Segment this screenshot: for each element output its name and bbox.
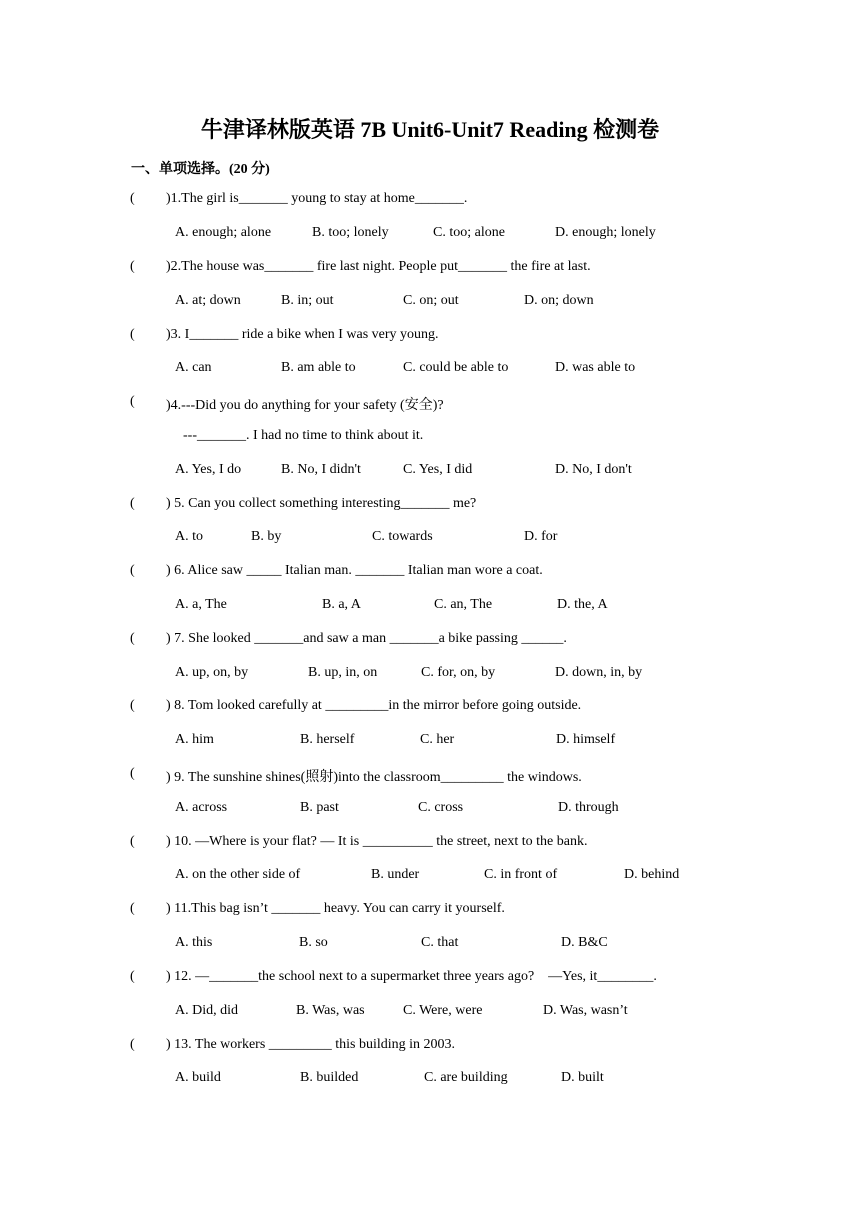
- options-row: [0, 293, 860, 313]
- options-row: [0, 225, 860, 245]
- option-d: D. enough; lonely: [555, 225, 656, 240]
- option-b: B. am able to: [281, 360, 356, 375]
- question-row: [0, 327, 860, 347]
- option-c: C. too; alone: [433, 225, 505, 240]
- answer-blank-paren: (: [130, 698, 135, 713]
- question-text: )3. I_______ ride a bike when I was very young.: [166, 327, 439, 342]
- answer-blank-paren: (: [130, 394, 135, 409]
- option-b: B. up, in, on: [308, 665, 378, 680]
- question-text: ) 11.This bag isn’t _______ heavy. You can carry it yourself.: [166, 901, 505, 916]
- option-d: D. No, I don't: [555, 462, 632, 477]
- option-a: A. to: [175, 529, 203, 544]
- option-b: B. Was, was: [296, 1003, 365, 1018]
- option-a: A. on the other side of: [175, 867, 301, 882]
- question-text: )1.The girl is_______ young to stay at home_______.: [166, 191, 468, 206]
- option-a: A. a, The: [175, 597, 227, 612]
- option-d: D. himself: [556, 732, 616, 747]
- answer-blank-paren: (: [130, 1037, 135, 1052]
- option-a: A. Did, did: [175, 1003, 238, 1018]
- option-d: D. for: [524, 529, 558, 544]
- question-row: [0, 394, 860, 414]
- option-d: D. through: [558, 800, 619, 815]
- question-row: [0, 766, 860, 786]
- option-b: B. under: [371, 867, 420, 882]
- option-a: A. can: [175, 360, 212, 375]
- question-text: ) 7. She looked _______and saw a man _______a bike passing ______.: [166, 631, 567, 646]
- answer-blank-paren: (: [130, 496, 135, 511]
- option-a: A. this: [175, 935, 213, 950]
- option-d: D. B&C: [561, 935, 608, 950]
- question-row: [0, 901, 860, 921]
- options-row: [0, 665, 860, 685]
- question-text: )2.The house was_______ fire last night. People put_______ the fire at last.: [166, 259, 591, 274]
- options-row: [0, 1070, 860, 1090]
- options-row: [0, 462, 860, 482]
- option-b: B. builded: [300, 1070, 359, 1085]
- option-d: D. Was, wasn’t: [543, 1003, 628, 1018]
- option-c: C. could be able to: [403, 360, 509, 375]
- option-b: B. No, I didn't: [281, 462, 361, 477]
- answer-blank-paren: (: [130, 259, 135, 274]
- question-text: )4.---Did you do anything for your safety (安全)?: [166, 398, 444, 413]
- question-text: ) 8. Tom looked carefully at _________in the mirror before going outside.: [166, 698, 582, 713]
- question-text: ) 6. Alice saw _____ Italian man. _______ Italian man wore a coat.: [166, 563, 543, 578]
- option-b: B. herself: [300, 732, 355, 747]
- options-row: [0, 867, 860, 887]
- question-text: ) 5. Can you collect something interesting_______ me?: [166, 496, 477, 511]
- option-a: A. him: [175, 732, 214, 747]
- option-c: C. cross: [418, 800, 464, 815]
- answer-blank-paren: (: [130, 969, 135, 984]
- option-c: C. Yes, I did: [403, 462, 473, 477]
- options-row: [0, 597, 860, 617]
- option-c: C. for, on, by: [421, 665, 496, 680]
- question-row: [0, 496, 860, 516]
- question-row: [0, 631, 860, 651]
- option-d: D. down, in, by: [555, 665, 643, 680]
- answer-blank-paren: (: [130, 327, 135, 342]
- answer-blank-paren: (: [130, 563, 135, 578]
- question-response-line: [0, 428, 860, 448]
- option-a: A. enough; alone: [175, 225, 272, 240]
- option-c: C. an, The: [434, 597, 493, 612]
- option-d: D. built: [561, 1070, 604, 1085]
- options-row: [0, 935, 860, 955]
- option-c: C. on; out: [403, 293, 459, 308]
- question-row: [0, 698, 860, 718]
- option-c: C. are building: [424, 1070, 508, 1085]
- answer-blank-paren: (: [130, 191, 135, 206]
- option-c: C. that: [421, 935, 459, 950]
- option-d: D. was able to: [555, 360, 636, 375]
- question-row: [0, 969, 860, 989]
- option-b: B. by: [251, 529, 282, 544]
- option-d: D. behind: [624, 867, 680, 882]
- option-c: C. in front of: [484, 867, 558, 882]
- option-d: D. the, A: [557, 597, 608, 612]
- answer-blank-paren: (: [130, 766, 135, 781]
- options-row: [0, 1003, 860, 1023]
- question-text: ) 12. —_______the school next to a supermarket three years ago? —Yes, it________.: [166, 969, 657, 984]
- question-row: [0, 259, 860, 279]
- answer-blank-paren: (: [130, 834, 135, 849]
- page-title: 牛津译林版英语 7B Unit6-Unit7 Reading 检测卷: [200, 117, 660, 142]
- option-b: B. in; out: [281, 293, 334, 308]
- option-a: A. Yes, I do: [175, 462, 242, 477]
- option-c: C. Were, were: [403, 1003, 483, 1018]
- option-a: A. build: [175, 1070, 221, 1085]
- option-a: A. up, on, by: [175, 665, 249, 680]
- options-row: [0, 800, 860, 820]
- options-row: [0, 732, 860, 752]
- option-b: B. too; lonely: [312, 225, 389, 240]
- option-b: B. so: [299, 935, 328, 950]
- question-row: [0, 834, 860, 854]
- question-row: [0, 191, 860, 211]
- question-text: ) 13. The workers _________ this building in 2003.: [166, 1037, 456, 1052]
- question-row: [0, 563, 860, 583]
- answer-blank-paren: (: [130, 901, 135, 916]
- option-d: D. on; down: [524, 293, 594, 308]
- response-text: ---_______. I had no time to think about it.: [183, 428, 424, 443]
- options-row: [0, 360, 860, 380]
- question-text: ) 9. The sunshine shines(照射)into the classroom_________ the windows.: [166, 770, 582, 785]
- answer-blank-paren: (: [130, 631, 135, 646]
- option-c: C. towards: [372, 529, 433, 544]
- option-c: C. her: [420, 732, 455, 747]
- question-row: [0, 1037, 860, 1057]
- section-heading: 一、单项选择。(20 分): [131, 162, 270, 177]
- options-row: [0, 529, 860, 549]
- option-b: B. a, A: [322, 597, 361, 612]
- option-a: A. at; down: [175, 293, 241, 308]
- question-text: ) 10. —Where is your flat? — It is __________ the street, next to the bank.: [166, 834, 588, 849]
- option-a: A. across: [175, 800, 228, 815]
- option-b: B. past: [300, 800, 339, 815]
